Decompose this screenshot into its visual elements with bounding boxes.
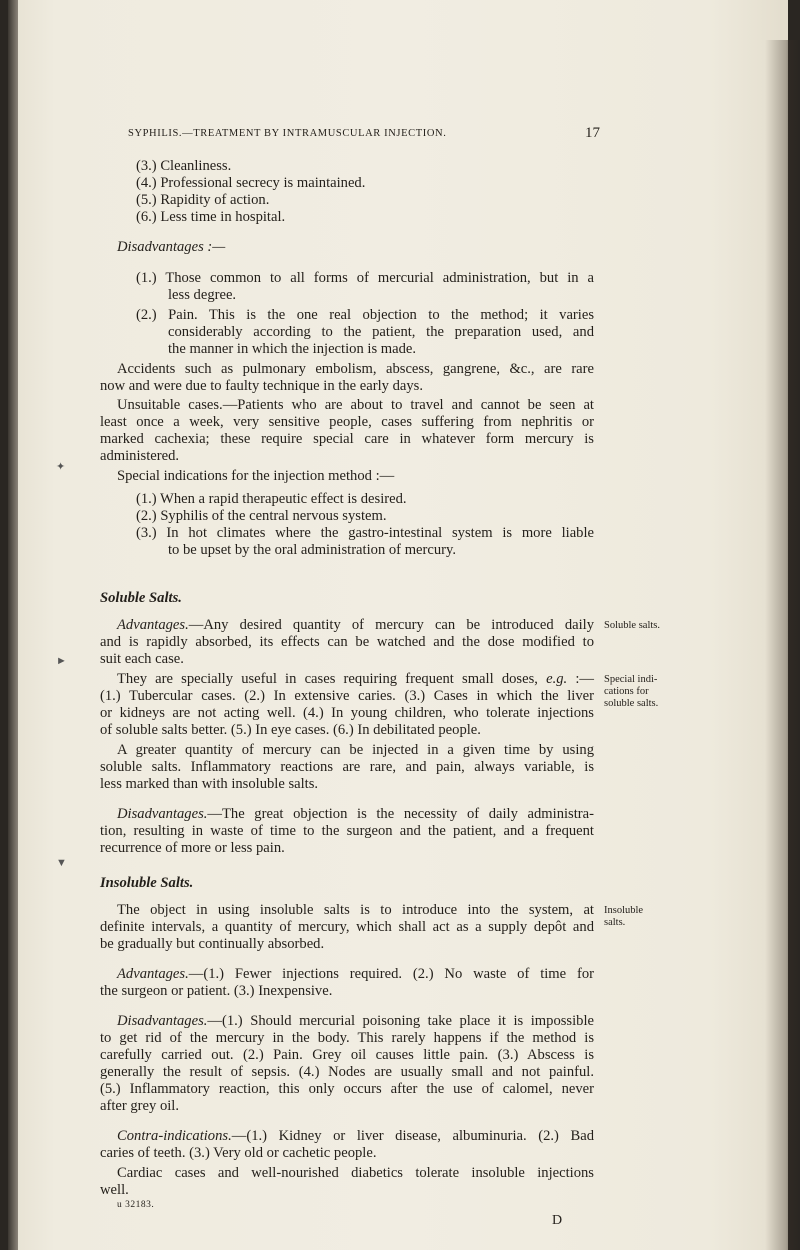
running-title: SYPHILIS.—TREATMENT BY INTRAMUSCULAR INJECTION. xyxy=(128,128,447,139)
insoluble-object-line3: be gradually but continually absorbed. xyxy=(100,936,325,952)
unsuitable-line2: least once a week, very sensitive people, cases suffering from nephritis or xyxy=(100,414,594,430)
disadvantage-2-line3: the manner in which the injection is made. xyxy=(168,341,417,357)
disadvantage-2-line2: considerably according to the patient, the preparation used, and xyxy=(168,324,594,340)
cardiac-line1: Cardiac cases and well-nourished diabetics tolerate insoluble injections xyxy=(117,1165,594,1181)
soluble-uses-line3: or kidneys are not acting well. (4.) In young children, who tolerate injections xyxy=(100,705,594,721)
margin-arrow-icon: ► xyxy=(56,655,67,667)
soluble-disadvantages-line2: tion, resulting in waste of time to the surgeon and the patient, and a frequent xyxy=(100,823,594,839)
soluble-uses-text-b: :— xyxy=(567,671,594,687)
insoluble-disadvantages-line3: carefully carried out. (2.) Pain. Grey oil causes little pain. (3.) Abscess is xyxy=(100,1047,594,1063)
soluble-disadvantages-line3: recurrence of more or less pain. xyxy=(100,840,285,856)
soluble-uses-text-a: They are specially useful in cases requiring frequent small doses, xyxy=(117,671,547,687)
insoluble-disadvantages-line4: generally the result of sepsis. (4.) Nodes are usually small and not painful. xyxy=(100,1064,594,1080)
sidenote-insoluble-line1: Insoluble xyxy=(604,905,644,916)
insoluble-object-line1: The object in using insoluble salts is to introduce into the system, at xyxy=(117,902,594,918)
disadvantage-2-line1: (2.) Pain. This is the one real objection to the method; it varies xyxy=(136,307,594,323)
margin-arrow-down-icon: ▼ xyxy=(56,857,67,869)
soluble-uses-line4: of soluble salts better. (5.) In eye cases. (6.) In debilitated people. xyxy=(100,722,481,738)
contra-indications-line2: caries of teeth. (3.) Very old or cachetic people. xyxy=(100,1145,377,1161)
insoluble-disadvantages-line5: (5.) Inflammatory reaction, this only occurs after the use of calomel, never xyxy=(100,1081,594,1097)
sheet-signature-letter: D xyxy=(552,1213,563,1228)
insoluble-salts-heading: Insoluble Salts. xyxy=(100,875,194,891)
soluble-advantages-line3: suit each case. xyxy=(100,651,184,667)
disadvantages-heading: Disadvantages :— xyxy=(117,239,226,255)
unsuitable-line1: Unsuitable cases.—Patients who are about to travel and cannot be seen at xyxy=(117,397,594,413)
page-edge-shadow xyxy=(765,40,800,1250)
running-header xyxy=(128,125,600,141)
disadvantage-1-line2: less degree. xyxy=(168,287,237,303)
advantage-item-5: (5.) Rapidity of action. xyxy=(136,192,270,208)
sidenote-special-line1: Special indi- xyxy=(604,674,658,685)
special-indication-2: (2.) Syphilis of the central nervous system. xyxy=(136,508,387,524)
contra-indications-text: —(1.) Kidney or liver disease, albuminuria. (2.) Bad xyxy=(231,1128,594,1144)
soluble-greater-line2: soluble salts. Inflammatory reactions are rare, and pain, always variable, is xyxy=(100,759,594,775)
soluble-uses-eg: e.g. xyxy=(546,671,568,687)
soluble-greater-line3: less marked than with insoluble salts. xyxy=(100,776,319,792)
soluble-advantages-line2: and is rapidly absorbed, its effects can be watched and the dose modified to xyxy=(100,634,594,650)
page-number: 17 xyxy=(585,125,600,141)
soluble-greater-line1: A greater quantity of mercury can be injected in a given time by using xyxy=(117,742,594,758)
soluble-advantages-label: Advantages. xyxy=(117,617,189,633)
insoluble-disadvantages-label: Disadvantages. xyxy=(117,1013,208,1029)
unsuitable-line4: administered. xyxy=(100,448,180,464)
insoluble-disadvantages-line2: to get rid of the mercury in the body. This rarely happens if the method is xyxy=(100,1030,594,1046)
advantage-item-6: (6.) Less time in hospital. xyxy=(136,209,286,225)
special-indication-3-line1: (3.) In hot climates where the gastro-intestinal system is more liable xyxy=(136,525,594,541)
unsuitable-line3: marked cachexia; these require special care in whatever form mercury is xyxy=(100,431,594,447)
advantage-item-4: (4.) Professional secrecy is maintained. xyxy=(136,175,366,191)
soluble-advantages-line1 xyxy=(117,617,594,634)
accidents-line1: Accidents such as pulmonary embolism, abscess, gangrene, &c., are rare xyxy=(117,361,594,377)
contra-indications-line1 xyxy=(117,1128,594,1145)
sidenote-special-line3: soluble salts. xyxy=(604,698,659,709)
contra-indications-label: Contra-indications. xyxy=(117,1128,232,1144)
cardiac-line2: well. xyxy=(100,1182,129,1198)
insoluble-advantages-label: Advantages. xyxy=(117,966,189,982)
sidenote-special-line2: cations for xyxy=(604,686,649,697)
soluble-disadvantages-line1 xyxy=(117,806,594,823)
margin-mark-icon: ✦ xyxy=(56,461,66,473)
special-indication-1: (1.) When a rapid therapeutic effect is desired. xyxy=(136,491,407,507)
sidenote-insoluble-line2: salts. xyxy=(604,917,626,928)
soluble-uses-line2: (1.) Tubercular cases. (2.) In extensive caries. (3.) Cases in which the liver xyxy=(100,688,594,704)
advantage-item-3: (3.) Cleanliness. xyxy=(136,158,232,174)
special-indication-3-line2: to be upset by the oral administration of mercury. xyxy=(168,542,457,558)
insoluble-disadvantages-line1 xyxy=(117,1013,594,1030)
insoluble-disadvantages-text: —(1.) Should mercurial poisoning take place it is impossible xyxy=(207,1013,594,1029)
soluble-disadvantages-text: —The great objection is the necessity of daily administra- xyxy=(207,806,594,822)
insoluble-advantages-text: —(1.) Fewer injections required. (2.) No waste of time for xyxy=(188,966,594,982)
insoluble-disadvantages-line6: after grey oil. xyxy=(100,1098,180,1114)
insoluble-advantages-line2: the surgeon or patient. (3.) Inexpensive. xyxy=(100,983,333,999)
special-indications-heading: Special indications for the injection method :— xyxy=(117,468,395,484)
sidenote-soluble-salts: Soluble salts. xyxy=(604,620,661,631)
soluble-advantages-text: —Any desired quantity of mercury can be introduced daily xyxy=(188,617,594,633)
soluble-salts-heading: Soluble Salts. xyxy=(100,590,182,606)
page-gutter xyxy=(8,0,18,1250)
disadvantage-1-line1: (1.) Those common to all forms of mercurial administration, but in a xyxy=(136,270,594,286)
insoluble-advantages-line1 xyxy=(117,966,594,983)
soluble-disadvantages-label: Disadvantages. xyxy=(117,806,208,822)
accidents-line2: now and were due to faulty technique in the early days. xyxy=(100,378,423,394)
soluble-uses-line1 xyxy=(117,671,594,688)
printer-signature: u 32183. xyxy=(117,1200,155,1210)
insoluble-object-line2: definite intervals, a quantity of mercury, which shall act as a supply depôt and xyxy=(100,919,594,935)
